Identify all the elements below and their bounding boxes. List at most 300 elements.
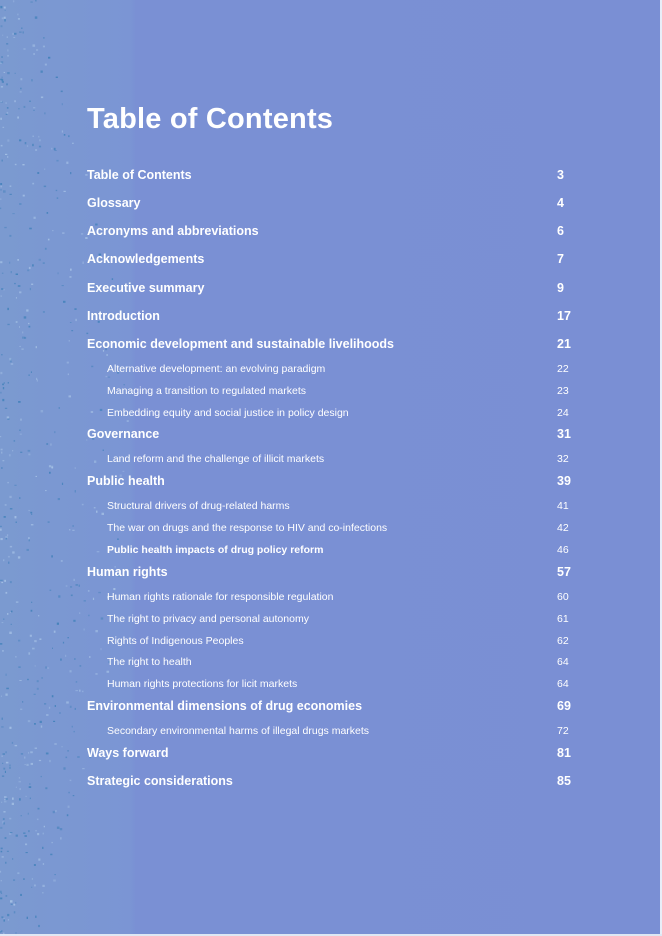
- decorative-dot: [34, 640, 37, 642]
- toc-entry-label: Environmental dimensions of drug economies: [87, 699, 363, 713]
- decorative-dot: [1, 86, 3, 87]
- toc-entry-war-on-drugs[interactable]: [87, 522, 587, 540]
- decorative-dot: [28, 830, 30, 832]
- decorative-dot: [68, 806, 70, 808]
- decorative-dot: [6, 798, 8, 800]
- decorative-dot: [2, 718, 3, 720]
- toc-entry-human-rights[interactable]: [87, 565, 587, 583]
- decorative-dot: [10, 767, 11, 769]
- toc-entry-executive-summary[interactable]: [87, 281, 587, 299]
- decorative-dot: [23, 31, 24, 33]
- decorative-dot: [43, 37, 44, 39]
- decorative-dot: [2, 399, 4, 401]
- decorative-dot: [32, 648, 35, 650]
- decorative-dot: [18, 285, 21, 286]
- decorative-dot: [2, 756, 3, 757]
- decorative-dot: [37, 172, 39, 174]
- toc-entry-label: Land reform and the challenge of illicit markets: [107, 453, 325, 465]
- toc-entry-label: Human rights rationale for responsible regulation: [107, 591, 334, 603]
- decorative-dot: [76, 584, 78, 586]
- decorative-dot: [16, 297, 17, 299]
- toc-entry-public-health[interactable]: [87, 474, 587, 492]
- decorative-dot: [4, 7, 6, 9]
- decorative-dot: [0, 208, 1, 210]
- decorative-dot: [6, 43, 8, 45]
- decorative-dot: [34, 885, 36, 887]
- decorative-dot: [38, 615, 39, 616]
- decorative-dot: [58, 498, 60, 500]
- decorative-dot: [9, 235, 11, 237]
- decorative-dot: [13, 904, 15, 906]
- decorative-dot: [18, 18, 20, 19]
- decorative-dot: [0, 529, 2, 531]
- decorative-dot: [14, 485, 16, 486]
- decorative-dot: [7, 613, 8, 615]
- decorative-dot: [36, 476, 38, 477]
- decorative-dot: [6, 895, 8, 896]
- toc-entry-embedding-equity[interactable]: [87, 407, 587, 425]
- decorative-dot: [44, 186, 46, 188]
- decorative-dot: [19, 680, 21, 681]
- decorative-dot: [53, 880, 56, 882]
- toc-entry-governance[interactable]: [87, 427, 587, 445]
- decorative-dot: [31, 514, 32, 515]
- decorative-dot: [112, 278, 113, 280]
- decorative-dot: [4, 383, 5, 384]
- decorative-dot: [66, 585, 68, 586]
- decorative-dot: [74, 308, 76, 310]
- decorative-dot: [70, 670, 72, 672]
- decorative-dot: [16, 787, 17, 788]
- decorative-dot: [27, 679, 28, 680]
- decorative-dot: [14, 283, 16, 284]
- decorative-dot: [39, 259, 41, 261]
- toc-entry-page: 81: [557, 746, 571, 760]
- decorative-dot: [7, 851, 9, 852]
- decorative-dot: [46, 714, 48, 716]
- toc-entry-label: Strategic considerations: [87, 774, 233, 788]
- decorative-dot: [34, 864, 36, 866]
- toc-entry-strategic-considerations[interactable]: [87, 774, 587, 792]
- decorative-dot: [34, 217, 36, 219]
- toc-entry-label: Glossary: [87, 196, 141, 210]
- decorative-dot: [1, 696, 2, 698]
- decorative-dot: [23, 833, 25, 834]
- decorative-dot: [13, 879, 15, 880]
- decorative-dot: [1, 848, 3, 850]
- decorative-dot: [61, 91, 63, 93]
- decorative-dot: [7, 308, 9, 310]
- decorative-dot: [86, 333, 88, 334]
- decorative-dot: [75, 490, 76, 492]
- decorative-dot: [0, 79, 2, 81]
- decorative-dot: [62, 285, 64, 286]
- toc-entry-page: 7: [557, 252, 564, 266]
- decorative-dot: [31, 79, 33, 81]
- decorative-dot: [70, 586, 72, 587]
- decorative-dot: [12, 858, 13, 859]
- decorative-dot: [10, 185, 12, 187]
- decorative-dot: [37, 379, 38, 381]
- decorative-dot: [33, 53, 35, 54]
- decorative-dot: [4, 516, 6, 518]
- decorative-dot: [1, 582, 3, 583]
- decorative-dot: [17, 872, 19, 874]
- decorative-dot: [5, 862, 6, 864]
- decorative-dot: [57, 623, 59, 625]
- decorative-dot: [6, 762, 8, 764]
- decorative-dot: [1, 467, 3, 469]
- decorative-dot: [67, 637, 69, 638]
- toc-entry-human-rights-rationale[interactable]: [87, 591, 587, 609]
- decorative-dot: [75, 467, 76, 468]
- toc-entry-label: The right to privacy and personal autonomy: [107, 613, 309, 625]
- decorative-dot: [20, 452, 22, 453]
- decorative-dot: [28, 537, 30, 539]
- decorative-dot: [5, 837, 7, 839]
- decorative-dot: [15, 656, 17, 657]
- decorative-dot: [17, 117, 19, 119]
- decorative-dot: [19, 291, 21, 293]
- decorative-dot: [18, 401, 21, 403]
- decorative-dot: [10, 581, 12, 583]
- decorative-dot: [28, 720, 31, 722]
- decorative-dot: [20, 709, 22, 710]
- decorative-dot: [4, 918, 5, 919]
- decorative-dot: [21, 815, 23, 816]
- decorative-dot: [27, 270, 29, 272]
- decorative-dot: [77, 756, 80, 758]
- decorative-dot: [72, 530, 74, 531]
- decorative-dot: [52, 230, 53, 231]
- decorative-dot: [68, 750, 69, 752]
- decorative-dot: [26, 796, 27, 797]
- decorative-dot: [12, 213, 14, 214]
- decorative-dot: [18, 667, 20, 668]
- decorative-dot: [6, 674, 7, 676]
- decorative-dot: [71, 330, 73, 331]
- toc-entry-page: 9: [557, 281, 564, 295]
- decorative-dot: [14, 33, 17, 35]
- decorative-dot: [29, 783, 30, 785]
- decorative-dot: [84, 600, 86, 601]
- decorative-dot: [7, 324, 9, 325]
- decorative-dot: [45, 787, 47, 789]
- decorative-dot: [37, 819, 39, 821]
- decorative-dot: [3, 460, 5, 461]
- decorative-dot: [7, 112, 9, 114]
- toc-entry-secondary-environmental-harms[interactable]: [87, 725, 587, 743]
- toc-entry-table-of-contents[interactable]: [87, 168, 587, 186]
- decorative-dot: [32, 183, 34, 185]
- toc-entry-right-to-privacy[interactable]: [87, 613, 587, 631]
- decorative-dot: [15, 902, 16, 904]
- decorative-dot: [20, 419, 21, 421]
- decorative-dot: [34, 723, 36, 725]
- decorative-dot: [54, 874, 56, 875]
- decorative-dot: [42, 885, 44, 887]
- decorative-dot: [31, 887, 32, 888]
- decorative-dot: [11, 624, 12, 625]
- toc-entry-acknowledgements[interactable]: [87, 252, 587, 270]
- decorative-dot: [16, 522, 18, 524]
- toc-entry-label: Managing a transition to regulated markets: [107, 385, 307, 397]
- decorative-dot: [0, 118, 2, 120]
- decorative-dot: [20, 91, 22, 93]
- decorative-dot: [56, 190, 58, 191]
- toc-entry-page: 46: [557, 544, 569, 556]
- decorative-dot: [43, 262, 45, 264]
- decorative-dot: [51, 148, 53, 150]
- decorative-dot: [62, 103, 63, 105]
- toc-entry-page: 85: [557, 774, 571, 788]
- decorative-dot: [15, 516, 17, 518]
- decorative-dot: [3, 289, 4, 290]
- toc-entry-alternative-development[interactable]: [87, 363, 587, 381]
- toc-entry-page: 31: [557, 427, 571, 441]
- decorative-dot: [1, 61, 4, 63]
- decorative-dot: [70, 269, 72, 271]
- decorative-dot: [3, 768, 5, 770]
- toc-entry-label: Human rights: [87, 565, 168, 579]
- decorative-dot: [33, 107, 35, 108]
- decorative-dot: [49, 760, 51, 762]
- decorative-dot: [19, 777, 20, 778]
- toc-entry-label: Ways forward: [87, 746, 169, 760]
- decorative-dot: [54, 743, 57, 745]
- decorative-dot: [58, 272, 59, 274]
- toc-entry-environmental-dimensions[interactable]: [87, 699, 587, 717]
- decorative-dot: [2, 775, 4, 777]
- decorative-dot: [5, 103, 7, 104]
- decorative-dot: [9, 818, 11, 820]
- decorative-dot: [55, 810, 56, 812]
- toc-entry-label: Governance: [87, 427, 160, 441]
- decorative-dot: [22, 337, 25, 339]
- toc-entry-acronyms[interactable]: [87, 224, 587, 242]
- decorative-dot: [3, 822, 5, 824]
- decorative-dot: [41, 726, 42, 728]
- decorative-dot: [66, 757, 68, 759]
- toc-entry-label: Secondary environmental harms of illegal drugs markets: [107, 725, 370, 737]
- decorative-dot: [50, 854, 52, 856]
- decorative-dot: [57, 827, 60, 829]
- decorative-dot: [49, 707, 50, 709]
- decorative-dot: [44, 826, 45, 828]
- decorative-dot: [0, 643, 2, 645]
- toc-entry-label: The right to health: [107, 656, 192, 668]
- decorative-dot: [10, 194, 12, 195]
- decorative-dot: [12, 551, 14, 553]
- decorative-dot: [51, 555, 53, 557]
- decorative-dot: [9, 358, 11, 360]
- decorative-dot: [22, 701, 23, 703]
- decorative-dot: [75, 708, 76, 710]
- decorative-dot: [54, 631, 56, 633]
- toc-entry-licit-markets-protections[interactable]: [87, 678, 587, 696]
- toc-entry-page: 41: [557, 500, 569, 512]
- decorative-dot: [38, 808, 40, 810]
- decorative-dot: [19, 346, 21, 347]
- decorative-dot: [14, 440, 16, 442]
- decorative-dot: [60, 659, 61, 661]
- decorative-dot: [18, 108, 19, 109]
- decorative-dot: [4, 796, 7, 798]
- decorative-dot: [22, 332, 23, 334]
- decorative-dot: [57, 198, 59, 199]
- decorative-dot: [79, 585, 80, 587]
- decorative-dot: [68, 374, 69, 376]
- decorative-dot: [1, 288, 3, 290]
- decorative-dot: [1, 452, 2, 454]
- decorative-dot: [3, 559, 4, 561]
- decorative-dot: [36, 346, 37, 348]
- decorative-dot: [10, 546, 12, 548]
- decorative-dot: [7, 36, 8, 38]
- toc-entry-page: 23: [557, 385, 569, 397]
- decorative-dot: [63, 301, 66, 303]
- decorative-dot: [39, 760, 41, 761]
- decorative-dot: [30, 512, 32, 514]
- toc-entry-managing-transition[interactable]: [87, 385, 587, 403]
- toc-entry-economic-development[interactable]: [87, 337, 587, 355]
- decorative-dot: [29, 101, 31, 102]
- decorative-dot: [8, 562, 9, 564]
- decorative-dot: [28, 813, 29, 815]
- decorative-dot: [14, 100, 16, 102]
- decorative-dot: [29, 228, 32, 230]
- decorative-dot: [37, 688, 39, 690]
- decorative-dot: [69, 529, 70, 530]
- decorative-dot: [25, 764, 26, 765]
- decorative-dot: [0, 392, 2, 394]
- decorative-dot: [29, 786, 32, 788]
- decorative-dot: [54, 150, 56, 151]
- decorative-dot: [28, 450, 31, 452]
- decorative-dot: [20, 78, 22, 80]
- decorative-dot: [2, 160, 3, 162]
- decorative-dot: [5, 771, 6, 773]
- decorative-dot: [5, 536, 8, 537]
- decorative-dot: [16, 274, 18, 276]
- decorative-dot: [75, 690, 78, 691]
- decorative-dot: [4, 799, 6, 800]
- decorative-dot: [50, 590, 52, 591]
- decorative-dot: [67, 362, 69, 364]
- decorative-dot: [24, 106, 26, 108]
- decorative-dot: [6, 592, 8, 594]
- decorative-dot: [15, 164, 17, 165]
- decorative-dot: [17, 259, 19, 261]
- decorative-dot: [74, 658, 76, 659]
- toc-entry-label: Embedding equity and social justice in policy design: [107, 407, 349, 419]
- decorative-dot: [19, 326, 20, 328]
- decorative-dot: [13, 0, 14, 2]
- decorative-dot: [6, 83, 8, 85]
- decorative-dot: [2, 35, 3, 36]
- decorative-dot: [28, 510, 30, 511]
- decorative-dot: [28, 454, 30, 456]
- decorative-dot: [19, 139, 21, 141]
- decorative-dot: [53, 721, 55, 722]
- decorative-dot: [1, 802, 2, 803]
- decorative-dot: [84, 629, 85, 631]
- toc-entry-page: 21: [557, 337, 571, 351]
- decorative-dot: [30, 798, 31, 800]
- decorative-dot: [60, 828, 62, 830]
- decorative-dot: [56, 77, 58, 78]
- decorative-dot: [54, 148, 56, 150]
- decorative-dot: [9, 765, 11, 767]
- toc-entry-indigenous-peoples[interactable]: [87, 635, 587, 653]
- decorative-dot: [43, 863, 44, 864]
- toc-entry-public-health-impacts[interactable]: [87, 544, 587, 562]
- toc-entry-ways-forward[interactable]: [87, 746, 587, 764]
- decorative-dot: [7, 139, 9, 141]
- decorative-dot: [3, 818, 5, 820]
- decorative-dot: [7, 482, 9, 483]
- decorative-dot: [69, 340, 70, 342]
- decorative-dot: [52, 695, 54, 697]
- decorative-dot: [10, 508, 13, 510]
- decorative-dot: [10, 361, 12, 363]
- decorative-dot: [7, 156, 8, 157]
- decorative-dot: [30, 2, 32, 3]
- decorative-dot: [7, 535, 8, 536]
- decorative-dot: [62, 130, 63, 132]
- decorative-dot: [2, 763, 3, 764]
- decorative-dot: [9, 632, 12, 634]
- toc-entry-glossary[interactable]: [87, 196, 587, 214]
- decorative-dot: [61, 560, 63, 562]
- decorative-dot: [56, 160, 58, 162]
- toc-entry-land-reform[interactable]: [87, 453, 587, 471]
- decorative-dot: [4, 227, 6, 228]
- decorative-dot: [23, 195, 25, 197]
- decorative-dot: [70, 706, 72, 708]
- decorative-dot: [46, 443, 48, 445]
- decorative-dot: [45, 64, 47, 66]
- decorative-dot: [74, 579, 75, 581]
- decorative-dot: [25, 835, 27, 837]
- decorative-dot: [65, 655, 66, 657]
- decorative-dot: [4, 17, 6, 19]
- decorative-dot: [7, 72, 10, 74]
- toc-entry-introduction[interactable]: [87, 309, 587, 327]
- decorative-dot: [0, 199, 1, 200]
- decorative-dot: [69, 276, 71, 278]
- decorative-dot: [33, 136, 34, 137]
- decorative-dot: [2, 77, 3, 79]
- decorative-dot: [67, 814, 69, 816]
- decorative-dot: [19, 781, 22, 783]
- decorative-dot: [47, 668, 49, 669]
- decorative-dot: [19, 203, 21, 205]
- toc-entry-page: 62: [557, 635, 569, 647]
- toc-entry-right-to-health[interactable]: [87, 656, 587, 674]
- decorative-dot: [53, 811, 55, 813]
- decorative-dot: [3, 127, 5, 128]
- decorative-dot: [12, 803, 14, 805]
- toc-entry-structural-drivers[interactable]: [87, 500, 587, 518]
- decorative-dot: [59, 407, 60, 409]
- toc-entry-label: Economic development and sustainable livelihoods: [87, 337, 395, 351]
- decorative-dot: [3, 753, 6, 755]
- toc-entry-page: 24: [557, 407, 569, 419]
- decorative-dot: [7, 49, 8, 51]
- decorative-dot: [25, 844, 27, 846]
- decorative-dot: [8, 382, 9, 383]
